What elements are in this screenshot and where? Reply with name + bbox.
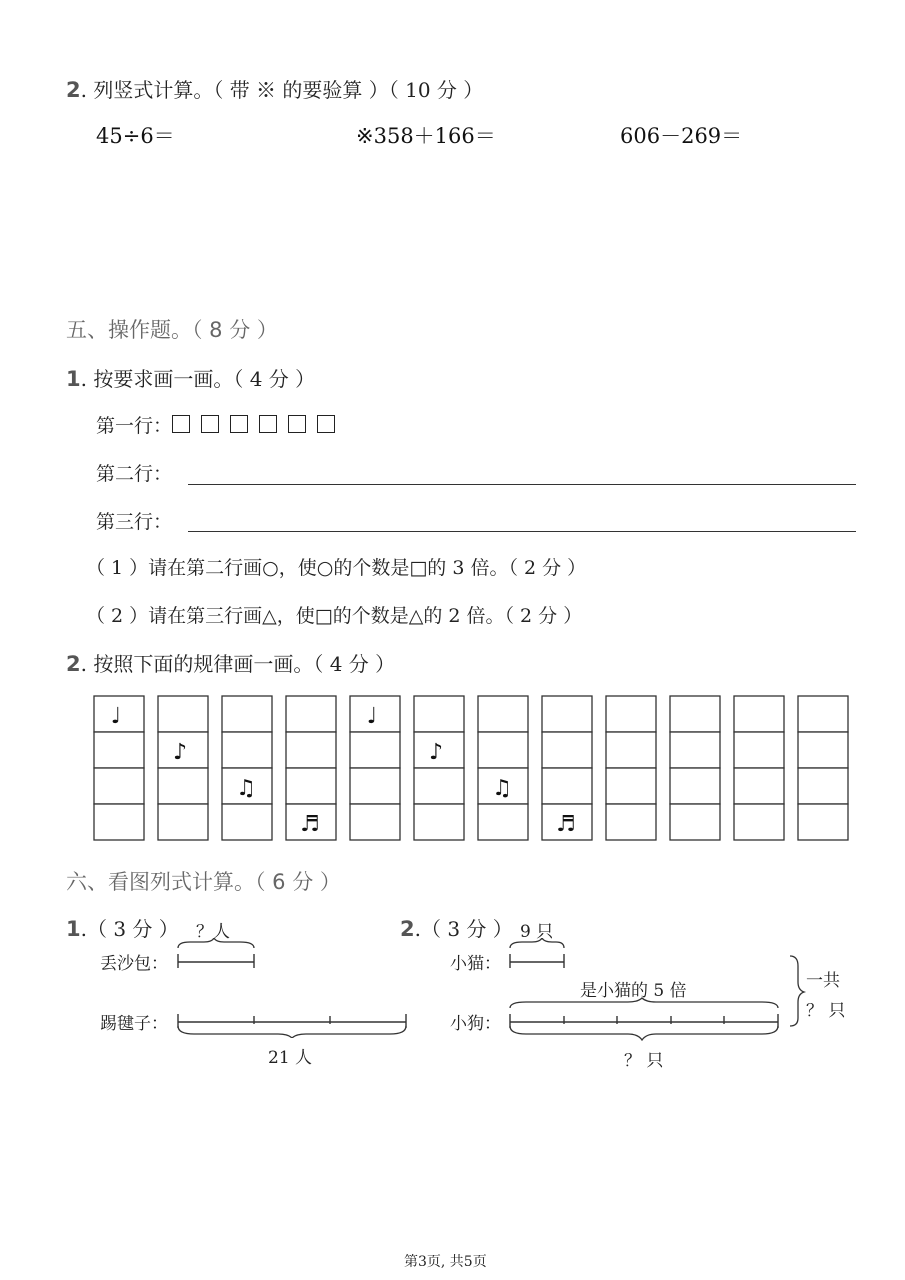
square-shape xyxy=(201,415,219,433)
note-cell[interactable] xyxy=(734,804,784,840)
p2-row1-label: 小猫： xyxy=(450,954,501,974)
note-cell xyxy=(478,804,528,840)
expression-3: 606－269＝ xyxy=(620,124,743,148)
p2-total-line2: ？ 只 xyxy=(806,1001,846,1021)
note-cell xyxy=(542,696,592,732)
note-cell xyxy=(94,732,144,768)
note-column xyxy=(670,696,720,840)
p2-top-brace xyxy=(510,938,564,948)
note-cell xyxy=(94,804,144,840)
question-points: .（ 3 分 ） xyxy=(414,917,513,941)
question-number: 1 xyxy=(66,367,81,391)
row-3-answer-line[interactable] xyxy=(188,531,856,532)
s6-p1-heading xyxy=(66,913,179,942)
p2-total-line1: 一共 xyxy=(806,971,840,991)
square-shape xyxy=(288,415,306,433)
note-cell xyxy=(94,768,144,804)
note-column xyxy=(542,696,592,840)
p1-top-brace xyxy=(178,938,254,948)
note-cell xyxy=(158,804,208,840)
music-note-icon: ♫ xyxy=(236,776,256,801)
note-column xyxy=(286,696,336,840)
music-note-icon: ♩ xyxy=(366,704,378,729)
note-cell xyxy=(222,732,272,768)
music-note-icon: ♪ xyxy=(172,740,188,765)
note-cell xyxy=(286,732,336,768)
note-cell xyxy=(222,804,272,840)
question-number: 2 xyxy=(400,917,415,941)
s5-q2-heading xyxy=(66,648,395,677)
p2-line-diagram xyxy=(500,938,820,1048)
note-column xyxy=(158,696,208,840)
note-cell[interactable] xyxy=(606,732,656,768)
note-cell xyxy=(350,768,400,804)
p1-top-label: ？人 xyxy=(196,922,230,942)
note-column xyxy=(94,696,144,840)
question-number: 2 xyxy=(66,78,81,102)
note-cell xyxy=(414,768,464,804)
note-column xyxy=(606,696,656,840)
square-shape xyxy=(317,415,335,433)
s6-p2-heading xyxy=(400,913,513,942)
sub-question-2: （ 2 ）请在第三行画△，使□的个数是△的 2 倍。（ 2 分 ） xyxy=(86,605,583,627)
square-group xyxy=(172,415,346,437)
p1-bottom-label: 21 人 xyxy=(268,1048,313,1068)
question-number: 2 xyxy=(66,652,81,676)
note-cell[interactable] xyxy=(798,732,848,768)
note-column xyxy=(350,696,400,840)
note-cell[interactable] xyxy=(670,804,720,840)
note-cell[interactable] xyxy=(670,696,720,732)
question-title: . 列竖式计算。（ 带 ※ 的要验算 ）（ 10 分 ） xyxy=(80,78,484,102)
p2-row2-label: 小狗： xyxy=(450,1014,501,1034)
note-column xyxy=(414,696,464,840)
row-2-label: 第二行： xyxy=(96,463,173,485)
row-1-label: 第一行： xyxy=(96,415,173,437)
row-1 xyxy=(96,411,346,438)
section-5-title: 五、操作题。（ 8 分 ） xyxy=(66,318,278,342)
note-cell[interactable] xyxy=(606,804,656,840)
page-footer: 第3页, 共5页 xyxy=(404,1254,487,1270)
note-column xyxy=(798,696,848,840)
p1-line-diagram xyxy=(170,938,430,1038)
music-note-icon: ♩ xyxy=(110,704,122,729)
note-cell[interactable] xyxy=(734,732,784,768)
note-cell[interactable] xyxy=(798,804,848,840)
note-cell xyxy=(286,696,336,732)
note-cell[interactable] xyxy=(798,768,848,804)
music-note-icon: ♬ xyxy=(556,812,576,837)
note-cell xyxy=(350,732,400,768)
p2-total-brace xyxy=(790,956,804,1026)
note-cell[interactable] xyxy=(606,768,656,804)
p2-mid-brace xyxy=(510,998,778,1008)
note-cell[interactable] xyxy=(734,696,784,732)
note-pattern-grid xyxy=(90,692,850,842)
expression-2: ※358＋166＝ xyxy=(356,124,496,148)
note-cell xyxy=(542,768,592,804)
p1-row1-label: 丢沙包： xyxy=(100,954,168,974)
square-shape xyxy=(172,415,190,433)
note-cell xyxy=(158,768,208,804)
s5-q1-heading xyxy=(66,363,315,392)
note-cell[interactable] xyxy=(670,768,720,804)
note-cell xyxy=(414,696,464,732)
p1-bottom-brace xyxy=(178,1026,406,1038)
note-cell xyxy=(542,732,592,768)
note-cell[interactable] xyxy=(798,696,848,732)
note-column xyxy=(478,696,528,840)
note-column xyxy=(222,696,272,840)
note-cell xyxy=(286,768,336,804)
music-note-icon: ♪ xyxy=(428,740,444,765)
expression-1: 45÷6＝ xyxy=(96,124,175,148)
question-number: 1 xyxy=(66,917,81,941)
row-2-answer-line[interactable] xyxy=(188,484,856,485)
square-shape xyxy=(230,415,248,433)
note-cell[interactable] xyxy=(670,732,720,768)
p2-top-label: 9 只 xyxy=(520,922,554,942)
question-points: .（ 3 分 ） xyxy=(80,917,179,941)
q2-calc-heading xyxy=(66,74,483,103)
square-shape xyxy=(259,415,277,433)
row-3-label: 第三行： xyxy=(96,511,173,533)
note-cell xyxy=(350,804,400,840)
section-6-title: 六、看图列式计算。（ 6 分 ） xyxy=(66,870,341,894)
note-cell xyxy=(158,696,208,732)
note-cell xyxy=(414,804,464,840)
note-cell xyxy=(478,696,528,732)
question-title: . 按要求画一画。（ 4 分 ） xyxy=(80,367,316,391)
note-cell[interactable] xyxy=(734,768,784,804)
p2-mid-label: 是小猫的 5 倍 xyxy=(580,981,687,1001)
music-note-icon: ♬ xyxy=(300,812,320,837)
music-note-icon: ♫ xyxy=(492,776,512,801)
note-cell[interactable] xyxy=(606,696,656,732)
p2-bottom-label: ？ 只 xyxy=(624,1051,664,1071)
sub-question-1: （ 1 ）请在第二行画○，使○的个数是□的 3 倍。（ 2 分 ） xyxy=(86,557,587,579)
p1-row2-label: 踢毽子： xyxy=(100,1014,168,1034)
note-cell xyxy=(478,732,528,768)
note-column xyxy=(734,696,784,840)
question-title: . 按照下面的规律画一画。（ 4 分 ） xyxy=(80,652,396,676)
note-cell xyxy=(222,696,272,732)
p2-bottom-brace xyxy=(510,1026,778,1040)
